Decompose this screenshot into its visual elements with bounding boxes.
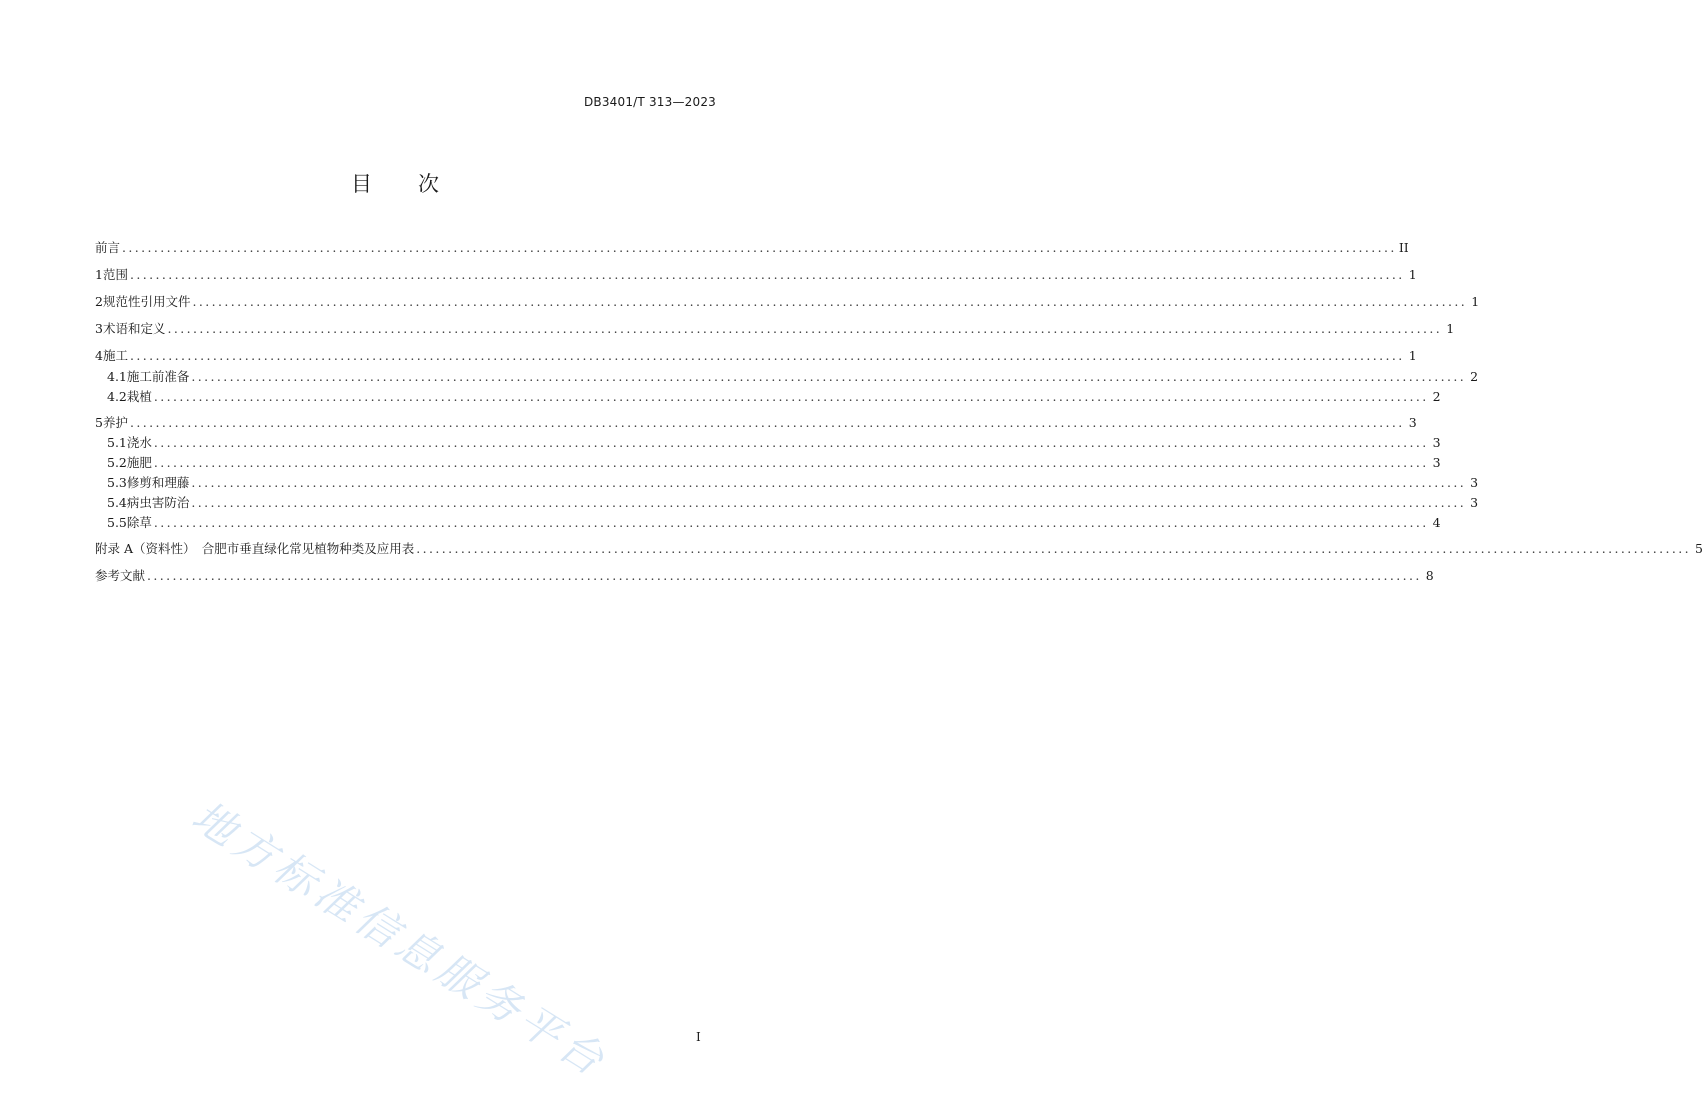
toc-leader-dots: ........................................................................................................................................................................................................ [153,389,1429,404]
toc-leader-dots: ........................................................................................................................................................................................................ [129,267,1405,282]
toc-leader-dots: ........................................................................................................................................................................................................ [122,240,1397,255]
toc-entry-number: 5.5 [107,515,127,530]
toc-entry[interactable] [95,473,1479,491]
toc-entry-page: II [1398,240,1409,255]
toc-entry-label: 前言 [95,240,121,255]
toc-entry-label: 病虫害防治 [126,495,190,510]
toc-entry-label: 施肥 [126,455,152,470]
toc-entry-page: 4 [1432,515,1441,530]
toc-entry-label: 修剪和理藤 [126,475,190,490]
toc-entry-label: 养护 [102,415,128,430]
toc-entry[interactable] [95,319,1455,337]
toc-entry[interactable] [95,238,1409,256]
page-number: I [696,1030,701,1044]
toc-entry[interactable] [95,292,1480,310]
toc-leader-dots: ........................................................................................................................................................................................................ [129,348,1405,363]
toc-entry-number: 4.2 [107,389,127,404]
toc-entry-number: 5.1 [107,435,127,450]
toc-entry-number: 3 [95,321,103,336]
toc-entry-number: 5.4 [107,495,127,510]
toc-entry[interactable] [95,453,1441,471]
toc-entry[interactable] [95,265,1417,283]
title-char-2: 次 [418,172,441,196]
toc-entry[interactable] [95,413,1417,431]
toc-entry-label: 除草 [126,515,152,530]
toc-entry-label: 规范性引用文件 [102,294,191,309]
toc-leader-dots: ........................................................................................................................................................................................................ [153,435,1429,450]
toc-entry-label: 施工 [102,348,128,363]
toc-entry[interactable] [95,513,1441,531]
toc-entry[interactable] [95,387,1441,405]
toc-entry-page: 1 [1408,267,1417,282]
toc-entry-label: 栽植 [126,389,152,404]
toc-leader-dots: ........................................................................................................................................................................................................ [192,294,1468,309]
toc-entry-number: 2 [95,294,103,309]
toc-leader-dots: ........................................................................................................................................................................................................ [167,321,1443,336]
toc-entry-number: 5 [95,415,103,430]
toc-entry-label: 术语和定义 [102,321,166,336]
toc-entry-label: 施工前准备 [126,369,190,384]
title-char-1: 目 [351,172,374,196]
toc-leader-dots: ........................................................................................................................................................................................................ [416,541,1691,556]
toc-leader-dots: ........................................................................................................................................................................................................ [153,455,1429,470]
toc-entry-number: 4 [95,348,103,363]
toc-entry-page: 1 [1446,321,1455,336]
toc-entry-label: 附录 A（资料性） 合肥市垂直绿化常见植物种类及应用表 [95,541,415,556]
toc-entry-label: 范围 [102,267,128,282]
toc-leader-dots: ........................................................................................................................................................................................................ [129,415,1405,430]
toc-entry-page: 3 [1470,495,1479,510]
document-code: DB3401/T 313—2023 [583,95,716,109]
toc-entry-page: 3 [1432,435,1441,450]
toc-entry-number: 5.3 [107,475,127,490]
toc-entry-number: 1 [95,267,103,282]
toc-entry-number: 5.2 [107,455,127,470]
toc-entry-page: 2 [1432,389,1441,404]
watermark: 地方标准信息服务平台 [183,791,617,1088]
toc-entry[interactable] [95,346,1417,364]
toc-entry-page: 3 [1432,455,1441,470]
toc-entry-page: 1 [1408,348,1417,363]
toc-leader-dots: ........................................................................................................................................................................................................ [191,495,1467,510]
toc-entry-label: 浇水 [126,435,152,450]
toc-entry[interactable] [95,539,1703,557]
toc-entry[interactable] [95,493,1479,511]
page-title [0,168,792,198]
toc-entry-page: 3 [1470,475,1479,490]
toc-entry-page: 2 [1470,369,1479,384]
toc-entry-page: 8 [1425,568,1434,583]
toc-entry-page: 3 [1408,415,1417,430]
toc-entry[interactable] [95,367,1479,385]
toc-entry[interactable] [95,566,1434,584]
toc-leader-dots: ........................................................................................................................................................................................................ [191,369,1467,384]
toc-leader-dots: ........................................................................................................................................................................................................ [147,568,1422,583]
toc-entry-number: 4.1 [107,369,127,384]
toc-leader-dots: ........................................................................................................................................................................................................ [153,515,1429,530]
toc-leader-dots: ........................................................................................................................................................................................................ [191,475,1467,490]
toc-entry[interactable] [95,433,1441,451]
toc-entry-label: 参考文献 [95,568,146,583]
toc-entry-page: 5 [1695,541,1703,556]
toc-entry-page: 1 [1471,294,1480,309]
